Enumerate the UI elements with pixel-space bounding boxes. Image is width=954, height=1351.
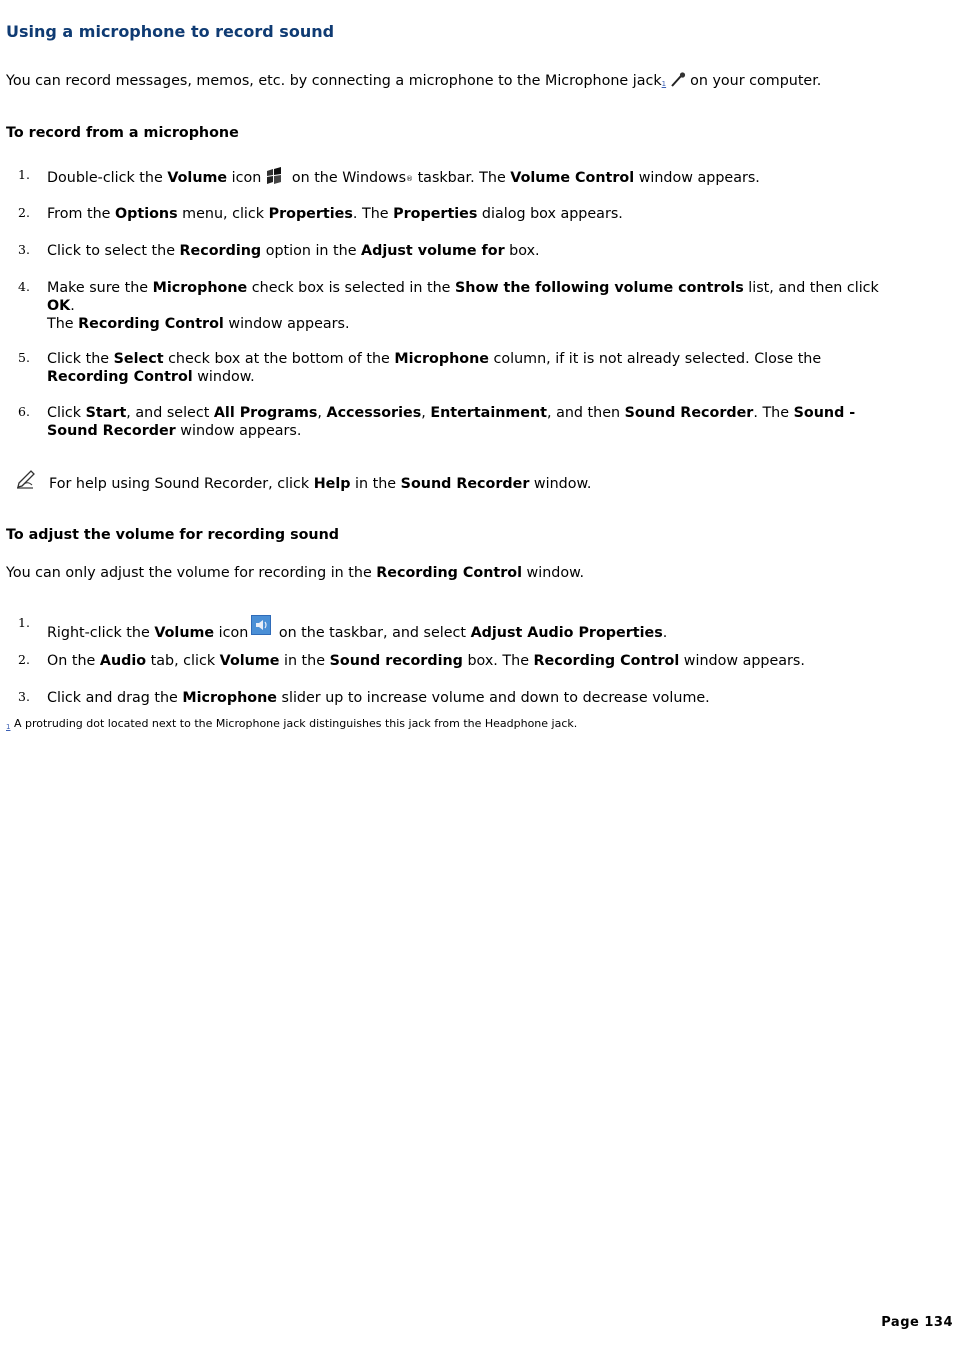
step-number: 4. — [18, 279, 30, 294]
section-heading-record: To record from a microphone — [6, 125, 239, 141]
step-number: 5. — [18, 350, 30, 365]
footnote-text: A protruding dot located next to the Microphone jack distinguishes this jack from the Headphone jack. — [10, 717, 578, 730]
step-number: 2. — [18, 652, 30, 667]
footnote-link[interactable]: 1 — [661, 80, 667, 88]
intro-text-before: You can record messages, memos, etc. by connecting a microphone to the Microphone jack — [6, 73, 662, 89]
windows-logo-icon — [264, 167, 284, 190]
step-text: Click the Select check box at the bottom of the Microphone column, if it is not already selected. Close the Recording Control window. — [47, 351, 822, 385]
footnote — [6, 717, 577, 731]
step-number: 3. — [18, 689, 30, 704]
section-heading-adjust: To adjust the volume for recording sound — [6, 527, 340, 543]
microphone-icon — [669, 72, 687, 93]
footnote-ref[interactable]: 1 — [6, 723, 11, 731]
step-number: 1. — [18, 615, 30, 630]
step-number: 2. — [18, 205, 30, 220]
step-text: Click to select the Recording option in the Adjust volume for box. — [47, 243, 540, 259]
page-title: Using a microphone to record sound — [6, 22, 335, 41]
note-text: For help using Sound Recorder, click Help in the Sound Recorder window. — [49, 476, 592, 492]
step-text: Double-click the Volume icon on the Windows® taskbar. The Volume Control window appears. — [47, 167, 907, 190]
section2-intro: You can only adjust the volume for recording in the Recording Control window. — [6, 565, 585, 581]
step-text: On the Audio tab, click Volume in the Sound recording box. The Recording Control window appears. — [47, 653, 805, 669]
step-number: 1. — [18, 167, 30, 182]
volume-speaker-icon — [251, 615, 271, 640]
step-text: From the Options menu, click Properties. The Properties dialog box appears. — [47, 206, 623, 222]
step-text: Click Start, and select All Programs, Accessories, Entertainment, and then Sound Recorder. The Sound - Sound Recorder window appears. — [47, 405, 856, 439]
step-text: Right-click the Volume icon on the taskbar, and select Adjust Audio Properties. — [47, 615, 907, 642]
step-number: 3. — [18, 242, 30, 257]
step-text: Click and drag the Microphone slider up to increase volume and down to decrease volume. — [47, 690, 710, 706]
intro-paragraph — [6, 72, 821, 93]
step-text: Make sure the Microphone check box is selected in the Show the following volume controls list, and then click OK. The Recording Control window appears. — [47, 280, 879, 332]
intro-text-after: on your computer. — [690, 73, 822, 89]
note-pencil-icon — [16, 470, 40, 495]
step-number: 6. — [18, 404, 30, 419]
page-number: Page 134 — [881, 1315, 953, 1330]
